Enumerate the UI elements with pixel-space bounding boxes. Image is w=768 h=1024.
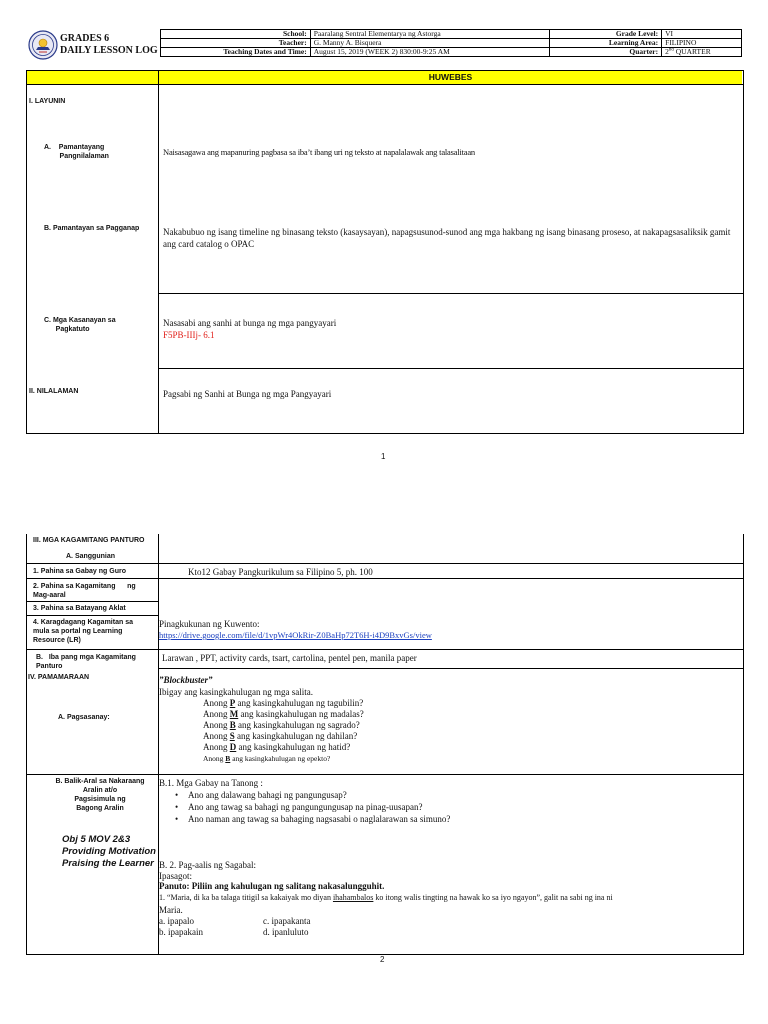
learning-code: F5PB-IIIj- 6.1: [163, 330, 215, 340]
learning-area-label: Learning Area:: [550, 39, 662, 48]
quarter-value: [662, 48, 742, 57]
day-heading: HUWEBES: [428, 72, 473, 82]
grade-level-value: VI: [662, 30, 742, 39]
anong-post: ang kasingkahulugan ng madalas?: [238, 709, 364, 719]
header-info-table: [160, 29, 742, 57]
anong-post: ang kasingkahulugan ng sagrado?: [235, 720, 360, 730]
objective-line: Praising the Learner: [62, 858, 154, 869]
anong-pre: Anong: [203, 709, 230, 719]
blockbuster-title: ”Blockbuster”: [159, 675, 213, 685]
kasanayan-label: C. Mga Kasanayan sa Pagkatuto: [44, 317, 116, 333]
row-divider: [26, 563, 743, 564]
lesson-log-table-page1: [26, 70, 744, 434]
anong-letter: D: [229, 742, 237, 752]
row-divider: [26, 601, 159, 602]
anong-pre: Anong: [203, 720, 230, 730]
anong-item: [203, 741, 350, 753]
pamantayan-pagganap-text: Nakabubuo ng isang timeline ng binasang teksto (kasaysayan), napagsusunod-sunod ang mga hakbang ng isang binasang proseso, at nakapagsasaliksik gamit ang card catalog o OPAC: [163, 227, 731, 249]
row-divider: [26, 578, 743, 579]
teaching-dates-label: Teaching Dates and Time:: [161, 48, 311, 57]
anong-post: ang kasingkahulugan ng epekto?: [230, 754, 331, 763]
sanggunian-heading: A. Sanggunian: [66, 553, 115, 560]
choice-a: a. ipapalo: [159, 916, 194, 926]
anong-letter: B: [229, 720, 236, 730]
question-1: [159, 892, 613, 904]
column-divider: [158, 70, 159, 433]
row-divider: [26, 649, 743, 650]
anong-pre: Anong: [203, 731, 230, 741]
nilalaman-heading: II. NILALAMAN: [29, 388, 79, 395]
quarter-number: 2: [665, 47, 669, 56]
daily-lesson-log-label: DAILY LESSON LOG: [60, 45, 158, 56]
row3-label: 3. Pahina sa Batayang Aklat: [33, 605, 126, 612]
row-divider: [26, 615, 159, 616]
anong-post: ang kasingkahulugan ng tagubilin?: [235, 698, 364, 708]
guide-question: • Ano ang tawag sa bahagi ng pangungungusap na pinag-uusapan?: [188, 801, 422, 813]
question-1-pre: 1. “Maria, di ka ba talaga titigil sa kakaiyak mo diyan: [159, 893, 333, 902]
ipasagot-label: Ipasagot:: [159, 871, 192, 881]
school-form-title: [60, 33, 158, 57]
objective-line: Providing Motivation: [62, 846, 156, 857]
b2-heading: B. 2. Pag-aalis ng Sagabal:: [159, 860, 256, 870]
row-divider: [26, 774, 743, 775]
page-number: 1: [381, 452, 386, 461]
pamantayang-pangnilalaman-label: A. Pamantayang Pangnilalaman: [44, 144, 109, 160]
teacher-value: G. Manny A. Bisquera: [310, 39, 550, 48]
row2-label: 2. Pahina sa Kagamitang ng Mag-aaral: [33, 583, 136, 599]
underlined-word: ihahambalos: [332, 893, 374, 902]
anong-post: ang kasingkahulugan ng hatid?: [236, 742, 351, 752]
question-1-post: ko itong walis tingting na hawak ko sa iyo ngayon”, galit na sabi ng ina ni: [373, 893, 613, 902]
row-divider: [158, 668, 743, 669]
row1-label: 1. Pahina sa Gabay ng Guro: [33, 568, 126, 575]
objective-line: Obj 5 MOV 2&3: [62, 834, 131, 845]
pamantayan-pagganap-label: B. Pamantayan sa Pagganap: [44, 225, 140, 232]
kagamitan-heading: III. MGA KAGAMITANG PANTURO: [33, 537, 145, 544]
teaching-dates-value: August 15, 2019 (WEEK 2) 830:00-9:25 AM: [310, 48, 550, 57]
nilalaman-text: Pagsabi ng Sanhi at Bunga ng mga Pangyayari: [163, 389, 332, 399]
teacher-label: Teacher:: [161, 39, 311, 48]
layunin-heading: I. LAYUNIN: [29, 98, 66, 105]
anong-letter: M: [229, 709, 239, 719]
pagsasanay-label: A. Pagsasanay:: [58, 714, 110, 721]
rowB-text: Larawan , PPT, activity cards, tsart, cartolina, pentel pen, manila paper: [162, 653, 417, 663]
row1-text: Kto12 Gabay Pangkurikulum sa Filipino 5, ph. 100: [188, 567, 373, 577]
resource-link[interactable]: https://drive.google.com/file/d/1vpWr4OkRir-Z0BaHp72T6H-i4D9BxvGs/view: [159, 630, 432, 640]
row4-text: Pinagkukunan ng Kuwento:: [159, 619, 260, 629]
anong-letter: P: [229, 698, 236, 708]
row4-label: 4. Karagdagang Kagamitan sa mula sa portal ng Learning Resource (LR): [33, 619, 133, 644]
choice-b: b. ipapakain: [159, 927, 203, 937]
balik-aral-label: B. Balik-Aral sa Nakaraang Aralin at/o Pagsisimula ng Bagong Aralin: [55, 778, 145, 812]
anong-post: ang kasingkahulugan ng dahilan?: [234, 731, 358, 741]
row-divider: [158, 293, 743, 294]
school-label: School:: [161, 30, 311, 39]
learning-area-value: FILIPINO: [662, 39, 742, 48]
guide-question: • Ano naman ang tawag sa bahaging nagsasabi o naglalarawan sa simuno?: [188, 813, 450, 825]
pamantayang-pangnilalaman-text: Naisasagawa ang mapanuring pagbasa sa iba’t ibang uri ng teksto at napalalawak ang talasalitaan: [163, 147, 475, 157]
guide-question: • Ano ang dalawang bahagi ng pangungusap?: [188, 789, 347, 801]
kasanayan-text: Nasasabi ang sanhi at bunga ng mga pangyayari: [163, 318, 337, 328]
quarter-suffix: nd: [668, 47, 674, 53]
grades-label: GRADES 6: [60, 33, 110, 44]
school-value: Paaralang Sentral Elementarya ng Astorga: [310, 30, 550, 39]
anong-pre: Anong: [203, 742, 230, 752]
quarter-label: Quarter:: [550, 48, 662, 57]
blockbuster-instruction: Ibigay ang kasingkahulugan ng mga salita.: [159, 687, 313, 697]
b1-heading: B.1. Mga Gabay na Tanong :: [159, 778, 263, 788]
grade-level-label: Grade Level:: [550, 30, 662, 39]
anong-letter: S: [229, 731, 235, 741]
anong-letter: B: [225, 754, 231, 763]
row-divider: [26, 84, 743, 85]
panuto-text: Panuto: Piliin ang kahulugan ng salitang nakasalungguhit.: [159, 881, 385, 891]
row-divider: [158, 368, 743, 369]
choice-c: c. ipapakanta: [263, 916, 311, 926]
anong-pre: Anong: [203, 698, 230, 708]
anong-pre: Anong: [203, 754, 226, 763]
quarter-word: QUARTER: [673, 47, 711, 56]
question-1-continuation: Maria.: [159, 905, 183, 915]
anong-item: [203, 753, 330, 765]
page-number: 2: [380, 955, 385, 964]
pamamaraan-heading: IV. PAMAMARAAN: [28, 674, 90, 681]
rowB-label: B. Iba pang mga Kagamitang Panturo: [36, 654, 136, 670]
deped-seal-icon: [28, 30, 58, 60]
choice-d: d. ipanluluto: [263, 927, 309, 937]
